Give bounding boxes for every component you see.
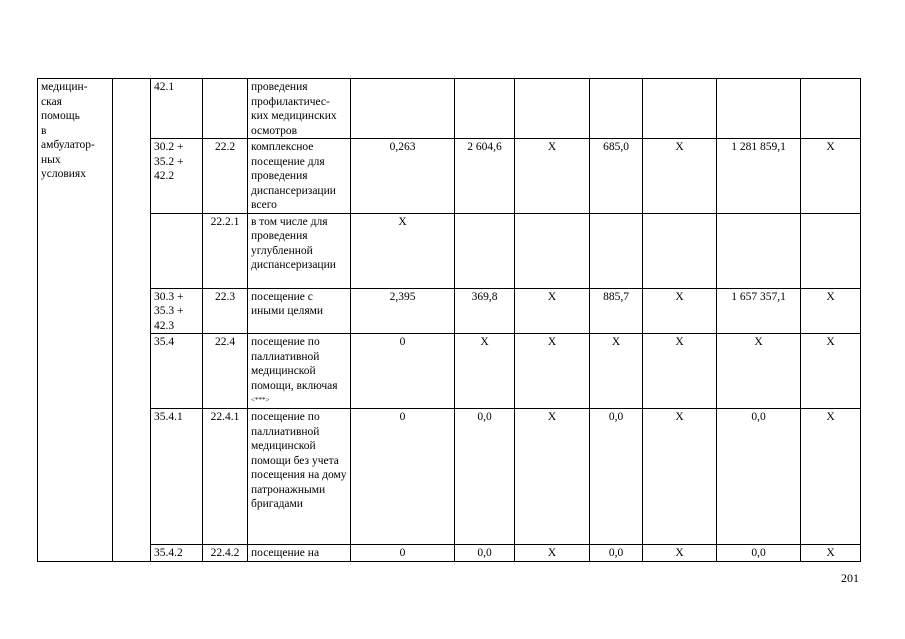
ref-cell: 35.4.1 bbox=[151, 409, 203, 545]
table-row bbox=[38, 334, 861, 409]
value-cell bbox=[801, 213, 861, 288]
value-cell: 0,0 bbox=[590, 545, 643, 562]
section-label-line: амбулатор- bbox=[41, 139, 95, 151]
value-cell: 0 bbox=[351, 334, 455, 409]
section-label-word: в bbox=[41, 124, 47, 137]
value-cell: 0,0 bbox=[717, 409, 801, 545]
value-cell: 0,0 bbox=[717, 545, 801, 562]
value-cell: Х bbox=[643, 409, 717, 545]
value-cell: Х bbox=[801, 545, 861, 562]
value-cell: Х bbox=[643, 545, 717, 562]
value-cell: 0 bbox=[351, 545, 455, 562]
footnote-marker: <***> bbox=[251, 396, 270, 404]
value-cell: Х bbox=[515, 409, 590, 545]
description-text: посещение по паллиативной медицинской помощи, включая bbox=[251, 336, 338, 392]
value-cell: 2,395 bbox=[351, 288, 455, 334]
value-cell: 0,0 bbox=[455, 545, 515, 562]
value-cell: 0,0 bbox=[455, 409, 515, 545]
medical-care-table bbox=[37, 78, 861, 562]
value-cell bbox=[590, 79, 643, 139]
description-cell: в том числе для проведения углубленной диспансеризации bbox=[248, 213, 351, 288]
ref-cell: 30.2 + 35.2 + 42.2 bbox=[151, 139, 203, 214]
value-cell: Х bbox=[643, 139, 717, 214]
value-cell: 1 281 859,1 bbox=[717, 139, 801, 214]
section-label-line: условиях bbox=[41, 168, 86, 180]
value-cell bbox=[455, 213, 515, 288]
row-number-cell: 22.3 bbox=[203, 288, 248, 334]
value-cell: Х bbox=[455, 334, 515, 409]
section-label-line: медицин- bbox=[41, 81, 88, 93]
value-cell: Х bbox=[801, 409, 861, 545]
table-row bbox=[38, 288, 861, 334]
value-cell: 2 604,6 bbox=[455, 139, 515, 214]
ref-cell: 35.4 bbox=[151, 334, 203, 409]
row-number-cell: 22.4 bbox=[203, 334, 248, 409]
ref-cell: 35.4.2 bbox=[151, 545, 203, 562]
section-label-cell bbox=[38, 79, 113, 562]
value-cell bbox=[351, 79, 455, 139]
value-cell: Х bbox=[643, 334, 717, 409]
value-cell bbox=[515, 79, 590, 139]
value-cell: Х bbox=[801, 288, 861, 334]
value-cell: 0 bbox=[351, 409, 455, 545]
value-cell: 685,0 bbox=[590, 139, 643, 214]
value-cell bbox=[455, 79, 515, 139]
row-number-cell: 22.2.1 bbox=[203, 213, 248, 288]
value-cell: 0,0 bbox=[590, 409, 643, 545]
description-cell: посещение на bbox=[248, 545, 351, 562]
ref-cell: 42.1 bbox=[151, 79, 203, 139]
table-row bbox=[38, 79, 861, 139]
description-cell: посещение по паллиативной медицинской помощи без учета посещения на дому патронажными бригадами bbox=[248, 409, 351, 545]
value-cell bbox=[515, 213, 590, 288]
value-cell bbox=[643, 213, 717, 288]
description-cell bbox=[248, 334, 351, 409]
value-cell: Х bbox=[801, 334, 861, 409]
value-cell bbox=[801, 79, 861, 139]
description-cell: проведения профилактичес-ких медицинских осмотров bbox=[248, 79, 351, 139]
value-cell: Х bbox=[515, 139, 590, 214]
ref-cell: 30.3 + 35.3 + 42.3 bbox=[151, 288, 203, 334]
description-cell: комплексное посещение для проведения диспансеризации всего bbox=[248, 139, 351, 214]
value-cell: Х bbox=[717, 334, 801, 409]
row-number-cell: 22.4.1 bbox=[203, 409, 248, 545]
value-cell bbox=[717, 213, 801, 288]
value-cell: 1 657 357,1 bbox=[717, 288, 801, 334]
ref-cell bbox=[151, 213, 203, 288]
value-cell: 0,263 bbox=[351, 139, 455, 214]
value-cell bbox=[643, 79, 717, 139]
value-cell: Х bbox=[801, 139, 861, 214]
table-row bbox=[38, 409, 861, 545]
row-number-cell: 22.2 bbox=[203, 139, 248, 214]
value-cell: 369,8 bbox=[455, 288, 515, 334]
value-cell: Х bbox=[351, 213, 455, 288]
value-cell: Х bbox=[515, 334, 590, 409]
value-cell: Х bbox=[515, 545, 590, 562]
row-number-cell bbox=[203, 79, 248, 139]
empty-cell bbox=[113, 79, 151, 562]
section-label-line: ных bbox=[41, 153, 61, 166]
section-label-word: помощь bbox=[41, 110, 80, 122]
value-cell: 885,7 bbox=[590, 288, 643, 334]
value-cell bbox=[717, 79, 801, 139]
section-label-line: ская bbox=[41, 95, 62, 108]
table-row bbox=[38, 545, 861, 562]
value-cell: Х bbox=[643, 288, 717, 334]
section-label-line bbox=[41, 109, 109, 138]
value-cell: Х bbox=[590, 334, 643, 409]
table-row bbox=[38, 139, 861, 214]
page-number: 201 bbox=[841, 571, 859, 585]
value-cell: Х bbox=[515, 288, 590, 334]
row-number-cell: 22.4.2 bbox=[203, 545, 248, 562]
description-cell: посещение с иными целями bbox=[248, 288, 351, 334]
value-cell bbox=[590, 213, 643, 288]
table-row bbox=[38, 213, 861, 288]
